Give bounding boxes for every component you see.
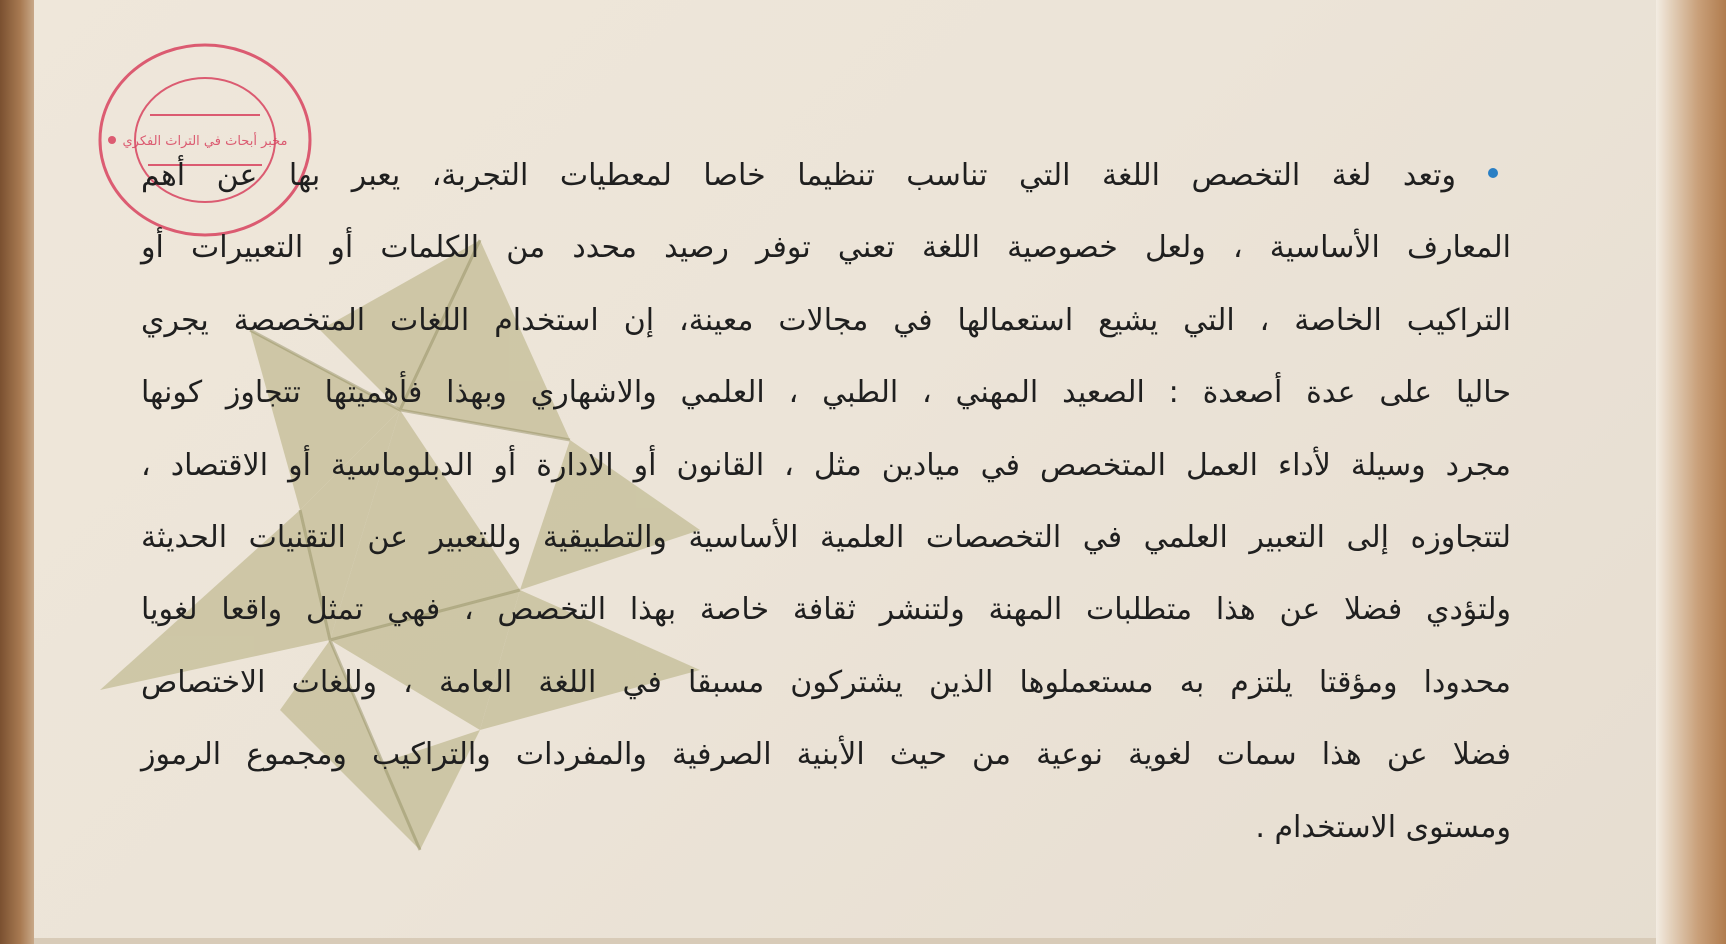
paragraph-line: حاليا على عدة أصعدة : الصعيد المهني ، الطبي ، العلمي والاشهاري وبهذا فأهميتها تتجاوز كونها [141, 375, 1511, 411]
page-bottom-edge [34, 938, 1656, 944]
paragraph-line: محدودا ومؤقتا يلتزم به مستعملوها الذين يشتركون مسبقا في اللغة العامة ، وللغات الاختصاص [141, 664, 1511, 700]
paragraph-line: لتتجاوزه إلى التعبير العلمي في التخصصات العلمية الأساسية والتطبيقية وللتعبير عن التقنيات الحديثة [141, 519, 1511, 555]
paragraph-line: وتعد لغة التخصص اللغة التي تناسب تنظيما خاصا لمعطيات التجربة، يعبر بها عن أهم [141, 158, 1456, 193]
paragraph [141, 140, 1511, 864]
paragraph-line: مجرد وسيلة لأداء العمل المتخصص في ميادين مثل ، القانون أو الادارة أو الدبلوماسية أو الاقتصاد ، [141, 447, 1511, 483]
stamp-text: مخبر أبحاث في التراث الفكري [122, 134, 288, 149]
paragraph-line: المعارف الأساسية ، ولعل خصوصية اللغة تعني توفر رصيد محدد من الكلمات أو التعبيرات أو [141, 230, 1511, 266]
page-right-edge [1656, 0, 1726, 944]
paragraph-line: فضلا عن هذا سمات لغوية نوعية من حيث الأبنية الصرفية والمفردات والتراكيب ومجموع الرموز [141, 737, 1511, 773]
paragraph-line: ومستوى الاستخدام . [1255, 809, 1511, 845]
paragraph-line: التراكيب الخاصة ، التي يشيع استعمالها في مجالات معينة، إن استخدام اللغات المتخصصة يجري [141, 302, 1511, 338]
page-left-edge [0, 0, 34, 944]
paragraph-line: ولتؤدي فضلا عن هذا متطلبات المهنة ولتنشر ثقافة خاصة بهذا التخصص ، فهي تمثل واقعا لغويا [141, 592, 1511, 628]
